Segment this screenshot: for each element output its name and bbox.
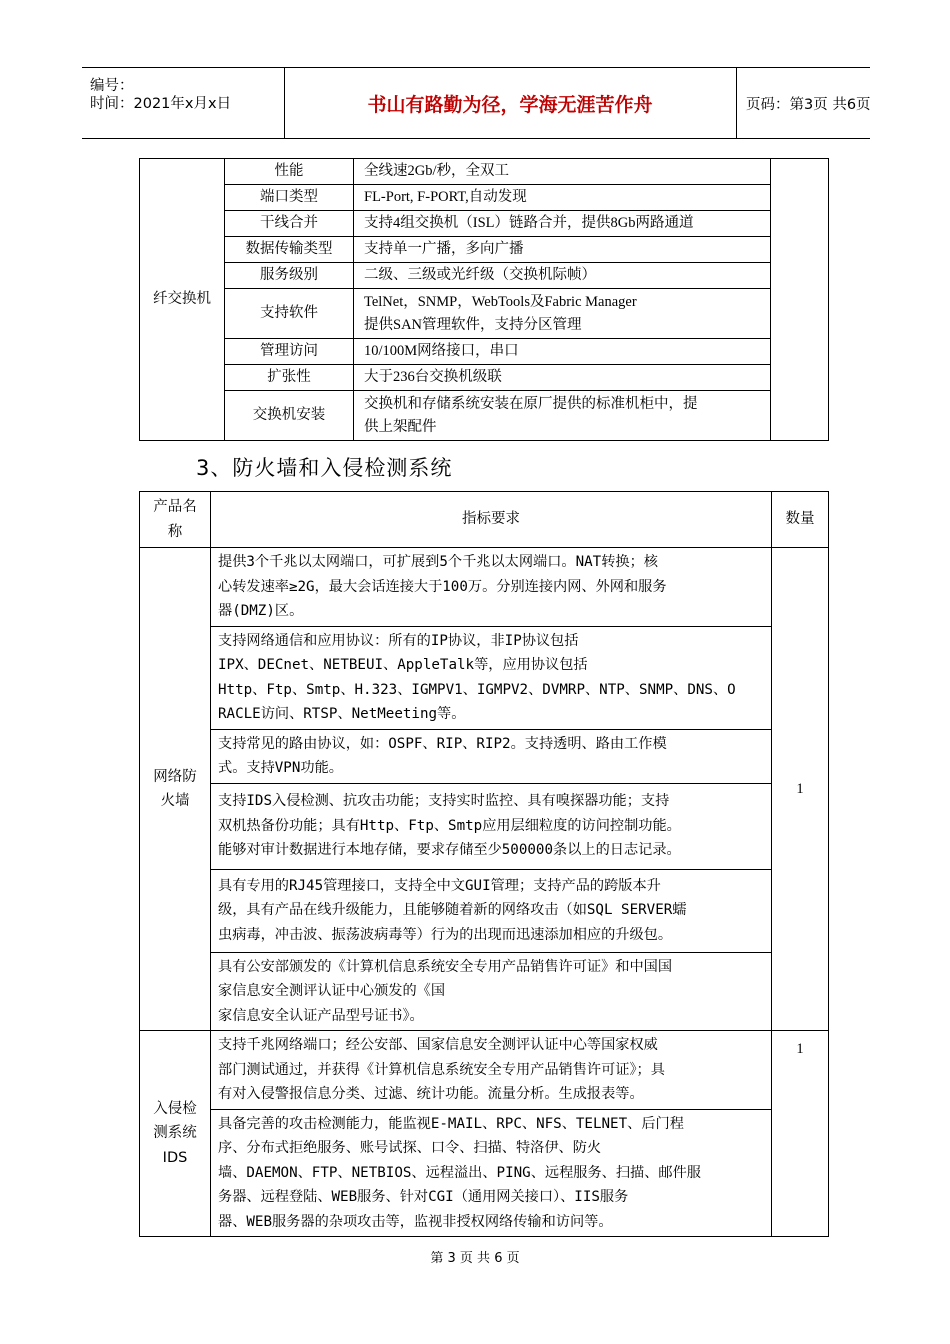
firewall-requirement [211,626,772,729]
qty-header: 数量 [772,492,829,548]
requirement-line: 有对入侵警报信息分类、过滤、统计功能。流量分析。生成报表等。 [218,1086,644,1102]
switch-qty-cell [771,159,829,441]
requirement-line: 家信息安全测评认证中心颁发的《国 [218,983,446,999]
firewall-requirement [211,548,772,627]
switch-spec-row [140,263,829,289]
header-page-cell [736,68,870,138]
firewall-name-line: 网络防 [153,768,197,785]
page-header [82,67,870,139]
ids-name-line: IDS [162,1149,188,1166]
switch-attr-value [354,159,771,185]
switch-value-line: 二级、三级或光纤级（交换机际帧） [364,267,596,283]
time-label: 时间：2021年x月x日 [90,96,232,112]
switch-category-label: 纤交换机 [140,159,225,441]
firewall-req-row [140,548,829,627]
firewall-req-row [140,869,829,952]
switch-attr-value [354,391,771,441]
requirement-line: 具备完善的攻击检测能力，能监视E-MAIL、RPC、NFS、TELNET、后门程 [218,1115,684,1132]
switch-spec-row [140,185,829,211]
ids-requirement [211,1109,772,1237]
switch-spec-row [140,339,829,365]
switch-value-line: 全线速2Gb/秒，全双工 [364,163,509,179]
ids-name-line: 测系统 [153,1125,197,1142]
switch-attr-label: 干线合并 [225,211,354,237]
requirement-line: 支持网络通信和应用协议：所有的IP协议，非IP协议包括 [218,632,579,649]
switch-spec-row [140,391,829,441]
switch-spec-row [140,211,829,237]
requirement-line: 器(DMZ)区。 [218,603,304,619]
requirement-line: Http、Ftp、Smtp、H.323、IGMPV1、IGMPV2、DVMRP、NTP、SNMP、DNS、O [218,681,736,698]
security-header-row [140,492,829,548]
switch-value-line: TelNet，SNMP，WebTools及Fabric Manager [364,293,637,310]
firewall-requirement [211,869,772,952]
switch-attr-label: 数据传输类型 [225,237,354,263]
header-meta-cell [82,68,285,138]
spec-header: 指标要求 [211,492,772,548]
switch-attr-value [354,263,771,289]
firewall-qty: 1 [772,548,829,1031]
switch-spec-row [140,365,829,391]
switch-attr-label: 性能 [225,159,354,185]
requirement-line: 序、分布式拒绝服务、账号试探、口令、扫描、特洛伊、防火 [218,1140,602,1156]
firewall-req-row [140,729,829,783]
security-spec-table [139,491,829,1237]
product-name-header-line: 产品名 [153,499,197,515]
switch-attr-value [354,237,771,263]
ids-req-row [140,1031,829,1110]
number-label: 编号： [90,78,134,94]
switch-spec-table [139,158,829,441]
requirement-line: 支持千兆网络端口；经公安部、国家信息安全测评认证中心等国家权威 [218,1037,658,1053]
switch-attr-value [354,365,771,391]
switch-value-line: 10/100M网络接口，串口 [364,343,519,359]
requirement-line: 部门测试通过，并获得《计算机信息系统安全专用产品销售许可证》；具 [218,1061,665,1078]
firewall-req-row [140,783,829,869]
requirement-line: 能够对审计数据进行本地存储，要求存储至少500000条以上的日志记录。 [218,842,681,859]
switch-value-line: 提供SAN管理软件，支持分区管理 [364,316,582,333]
header-motto-cell [284,68,737,138]
switch-attr-label: 服务级别 [225,263,354,289]
requirement-line: 心转发速率≥2G，最大会话连接大于100万。分别连接内网、外网和服务 [218,578,667,595]
switch-value-line: 支持单一广播，多向广播 [364,241,524,257]
switch-attr-label: 扩张性 [225,365,354,391]
requirement-line: 器、WEB服务器的杂项攻击等，监视非授权网络传输和访问等。 [218,1213,613,1230]
page-footer: 第 3 页 共 6 页 [430,1251,520,1266]
requirement-line: 支持常见的路由协议，如：OSPF、RIP、RIP2。支持透明、路由工作模 [218,735,667,752]
firewall-requirement [211,783,772,869]
switch-value-line: FL-Port, F-PORT,自动发现 [364,189,527,205]
switch-attr-value [354,185,771,211]
requirement-line: 支持IDS入侵检测、抗攻击功能；支持实时监控、具有嗅探器功能；支持 [218,793,670,810]
switch-attr-label: 管理访问 [225,339,354,365]
switch-attr-label: 交换机安装 [225,391,354,441]
requirement-line: 务器、远程登陆、WEB服务、针对CGI（通用网关接口）、IIS服务 [218,1189,629,1205]
firewall-name [140,548,211,1031]
requirement-line: 家信息安全认证产品型号证书》。 [218,1007,424,1024]
motto: 书山有路勤为径，学海无涯苦作舟 [367,94,653,116]
firewall-req-row [140,952,829,1031]
requirement-line: 具有专用的RJ45管理接口，支持全中文GUI管理；支持产品的跨版本升 [218,877,661,894]
ids-requirement [211,1031,772,1110]
switch-value-line: 供上架配件 [364,418,437,435]
requirement-line: 虫病毒，冲击波、振荡波病毒等）行为的出现而迅速添加相应的升级包。 [218,926,673,943]
product-name-header [140,492,211,548]
firewall-requirement [211,729,772,783]
switch-spec-row [140,159,829,185]
switch-value-line: 支持4组交换机（ISL）链路合并，提供8Gb两路通道 [364,215,694,231]
switch-attr-value [354,339,771,365]
switch-attr-value [354,211,771,237]
ids-qty: 1 [772,1031,829,1237]
switch-value-line: 交换机和存储系统安装在原厂提供的标准机柜中，提 [364,395,698,412]
firewall-requirement [211,952,772,1031]
requirement-line: 墙、DAEMON、FTP、NETBIOS、远程溢出、PING、远程服务、扫描、邮件服 [218,1164,701,1181]
switch-attr-label: 支持软件 [225,289,354,339]
switch-attr-label: 端口类型 [225,185,354,211]
page-number-label: 页码：第3页 共6页 [746,97,871,113]
firewall-req-row [140,626,829,729]
ids-req-row [140,1109,829,1237]
ids-name [140,1031,211,1237]
switch-spec-row [140,237,829,263]
requirement-line: 提供3个千兆以太网端口，可扩展到5个千兆以太网端口。NAT转换；核 [218,554,658,570]
switch-value-line: 大于236台交换机级联 [364,369,502,385]
switch-attr-value [354,289,771,339]
requirement-line: 具有公安部颁发的《计算机信息系统安全专用产品销售许可证》和中国国 [218,958,673,975]
requirement-line: RACLE访问、RTSP、NetMeeting等。 [218,706,466,722]
section-heading: 3、防火墙和入侵检测系统 [196,456,453,480]
requirement-line: IPX、DECnet、NETBEUI、AppleTalk等，应用协议包括 [218,657,588,673]
product-name-header-line: 称 [167,523,183,540]
firewall-name-line: 火墙 [160,793,190,809]
switch-spec-row [140,289,829,339]
requirement-line: 级，具有产品在线升级能力，且能够随着新的网络攻击（如SQL SERVER蠕 [218,902,687,919]
requirement-line: 式。支持VPN功能。 [218,760,343,776]
ids-name-line: 入侵检 [153,1100,197,1117]
requirement-line: 双机热备份功能；具有Http、Ftp、Smtp应用层细粒度的访问控制功能。 [218,817,681,834]
